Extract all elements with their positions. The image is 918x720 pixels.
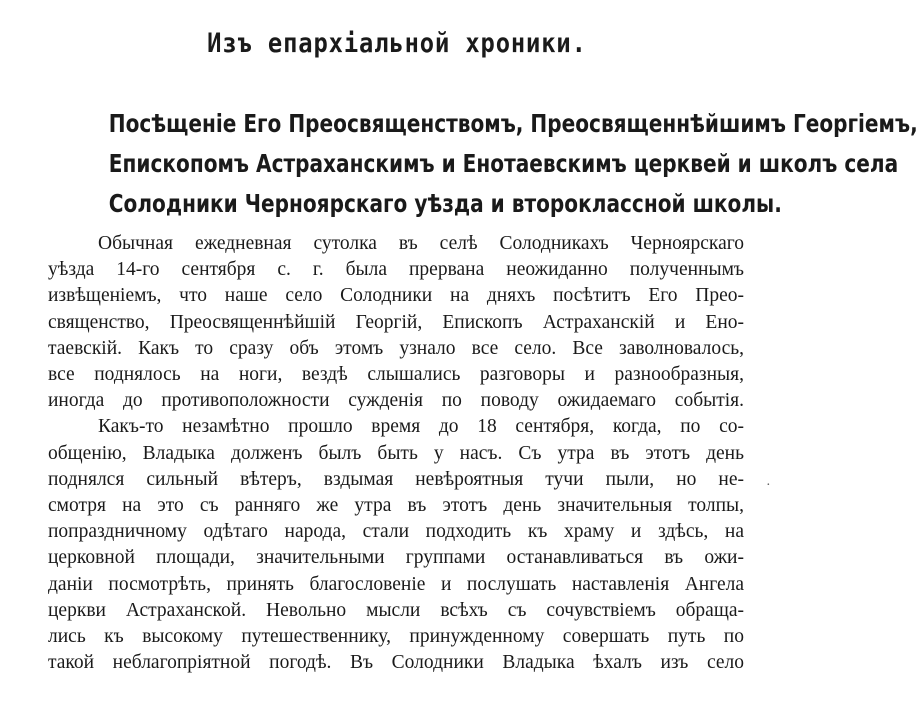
paragraph-line: извѣщеніемъ, что наше село Солодники на дняхъ посѣтитъ Его Прео- bbox=[48, 285, 744, 307]
margin-mark: · bbox=[766, 478, 771, 493]
article-heading-line: Епископомъ Астраханскимъ и Енотаевскимъ церквей и школъ села bbox=[108, 149, 899, 178]
paragraph-line: церковной площади, значительными группами останавливаться въ ожи- bbox=[48, 547, 744, 569]
paragraph-line: Обычная ежедневная сутолка въ селѣ Солодникахъ Черноярскаго bbox=[98, 233, 744, 254]
paragraph-line: поднялся сильный вѣтеръ, вздымая невѣроятныя тучи пыли, но не- bbox=[48, 468, 744, 490]
section-title: Изъ епархіальной хроники. bbox=[207, 28, 587, 59]
article-heading-line: Посѣщеніе Его Преосвященствомъ, Преосвященнѣйшимъ Георгіемъ, bbox=[108, 109, 918, 138]
paragraph-line: все поднялось на ноги, вездѣ слышались разговоры и разнообразныя, bbox=[48, 364, 744, 386]
paragraph-line: смотря на это съ ранняго же утра въ этотъ день значительныя толпы, bbox=[48, 495, 744, 517]
paragraph-line: даніи посмотрѣть, принять благословеніе и послушать наставленія Ангела bbox=[48, 573, 744, 595]
paragraph-line: священство, Преосвященнѣйшій Георгій, Епископъ Астраханскій и Ено- bbox=[48, 311, 744, 333]
article-body bbox=[48, 231, 744, 676]
paragraph-line: такой неблагопріятной погодѣ. Въ Солодники Владыка ѣхалъ изъ село bbox=[48, 652, 744, 674]
paragraph-line: Какъ-то незамѣтно прошло время до 18 сентября, когда, по со- bbox=[98, 416, 744, 438]
article-heading bbox=[44, 104, 918, 224]
paragraph-line: церкви Астраханской. Невольно мысли всѣхъ съ сочувствіемъ обраща- bbox=[48, 599, 744, 621]
paragraph-line: таевскій. Какъ то сразу объ этомъ узнало все село. Все заволновалось, bbox=[48, 337, 744, 359]
paragraph-line: лись къ высокому путешественнику, принужденному совершать путь по bbox=[48, 626, 744, 648]
article-heading-line: Солодники Черноярскаго уѣзда и второклассной школы. bbox=[108, 189, 782, 218]
paragraph-line: попраздничному одѣтаго народа, стали подходить къ храму и здѣсь, на bbox=[48, 521, 744, 543]
paragraph-line: уѣзда 14-го сентября с. г. была прервана неожиданно полученнымъ bbox=[48, 259, 744, 281]
paragraph-line: общенію, Владыка долженъ былъ быть у насъ. Съ утра въ этотъ день bbox=[48, 442, 744, 464]
paragraph-line: иногда до противоположности сужденія по поводу ожидаемаго событія. bbox=[48, 390, 744, 412]
